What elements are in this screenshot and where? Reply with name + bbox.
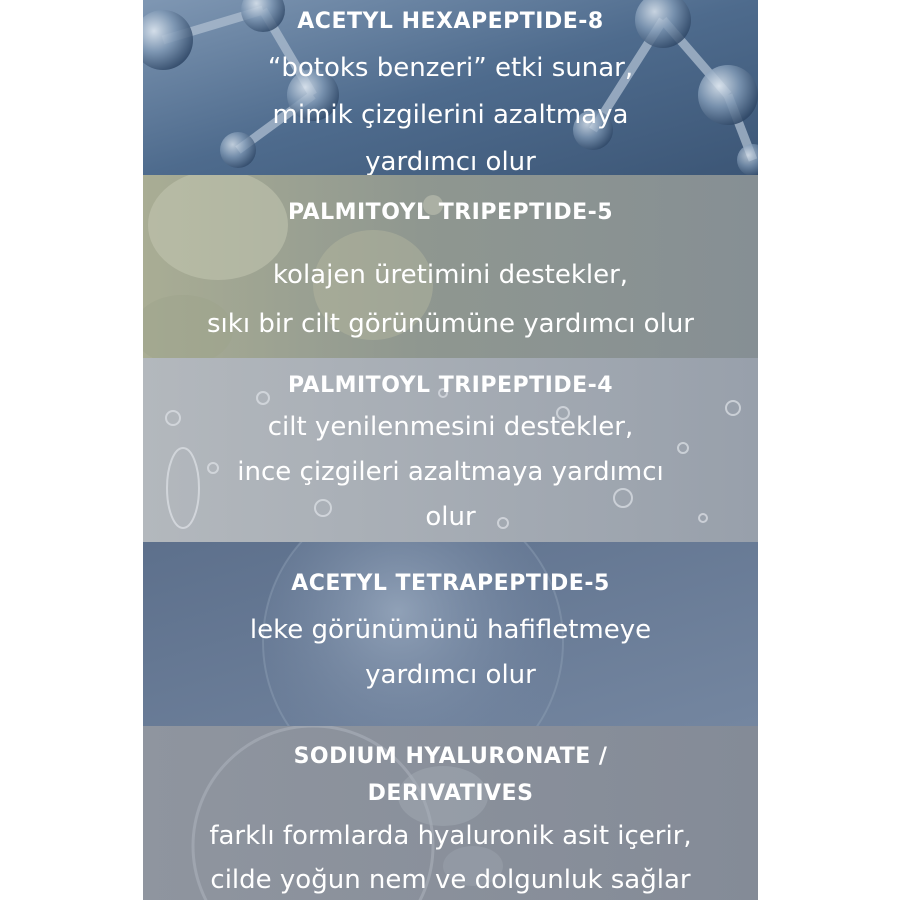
ingredient-title: ACETYL HEXAPEPTIDE-8 <box>297 9 604 34</box>
title-line: DERIVATIVES <box>367 781 534 806</box>
description-line: olur <box>425 502 476 532</box>
ingredient-description <box>143 45 758 175</box>
description-line: “botoks benzeri” etki sunar, <box>267 53 634 83</box>
description-line: ince çizgileri azaltmaya yardımcı <box>237 457 664 487</box>
ingredient-title: PALMITOYL TRIPEPTIDE-5 <box>287 200 614 225</box>
ingredient-column <box>143 0 758 900</box>
ingredient-panel-palmitoyl-tripeptide-4 <box>143 358 758 542</box>
description-line: yardımcı olur <box>365 660 536 690</box>
description-line: yardımcı olur <box>365 147 536 175</box>
description-line: mimik çizgilerini azaltmaya <box>272 100 629 130</box>
ingredient-description <box>143 608 758 698</box>
ingredient-panel-acetyl-hexapeptide-8 <box>143 0 758 175</box>
ingredient-description <box>143 251 758 349</box>
description-line: kolajen üretimini destekler, <box>272 260 629 290</box>
description-line: sıkı bir cilt görünümüne yardımcı olur <box>207 309 694 339</box>
ingredient-title <box>143 738 758 812</box>
ingredient-title: ACETYL TETRAPEPTIDE-5 <box>291 571 610 596</box>
description-line: leke görünümünü hafifletmeye <box>249 615 652 645</box>
ingredient-panel-acetyl-tetrapeptide-5 <box>143 542 758 726</box>
title-line: SODIUM HYALURONATE / <box>293 744 608 769</box>
ingredient-description <box>143 405 758 540</box>
description-line: cilt yenilenmesini destekler, <box>267 412 634 442</box>
ingredient-panel-palmitoyl-tripeptide-5 <box>143 175 758 358</box>
ingredient-title: PALMITOYL TRIPEPTIDE-4 <box>287 373 614 398</box>
description-line: cilde yoğun nem ve dolgunluk sağlar <box>210 865 691 895</box>
ingredient-description <box>143 814 758 900</box>
description-line: farklı formlarda hyaluronik asit içerir, <box>209 821 692 851</box>
ingredient-panel-sodium-hyaluronate <box>143 726 758 900</box>
